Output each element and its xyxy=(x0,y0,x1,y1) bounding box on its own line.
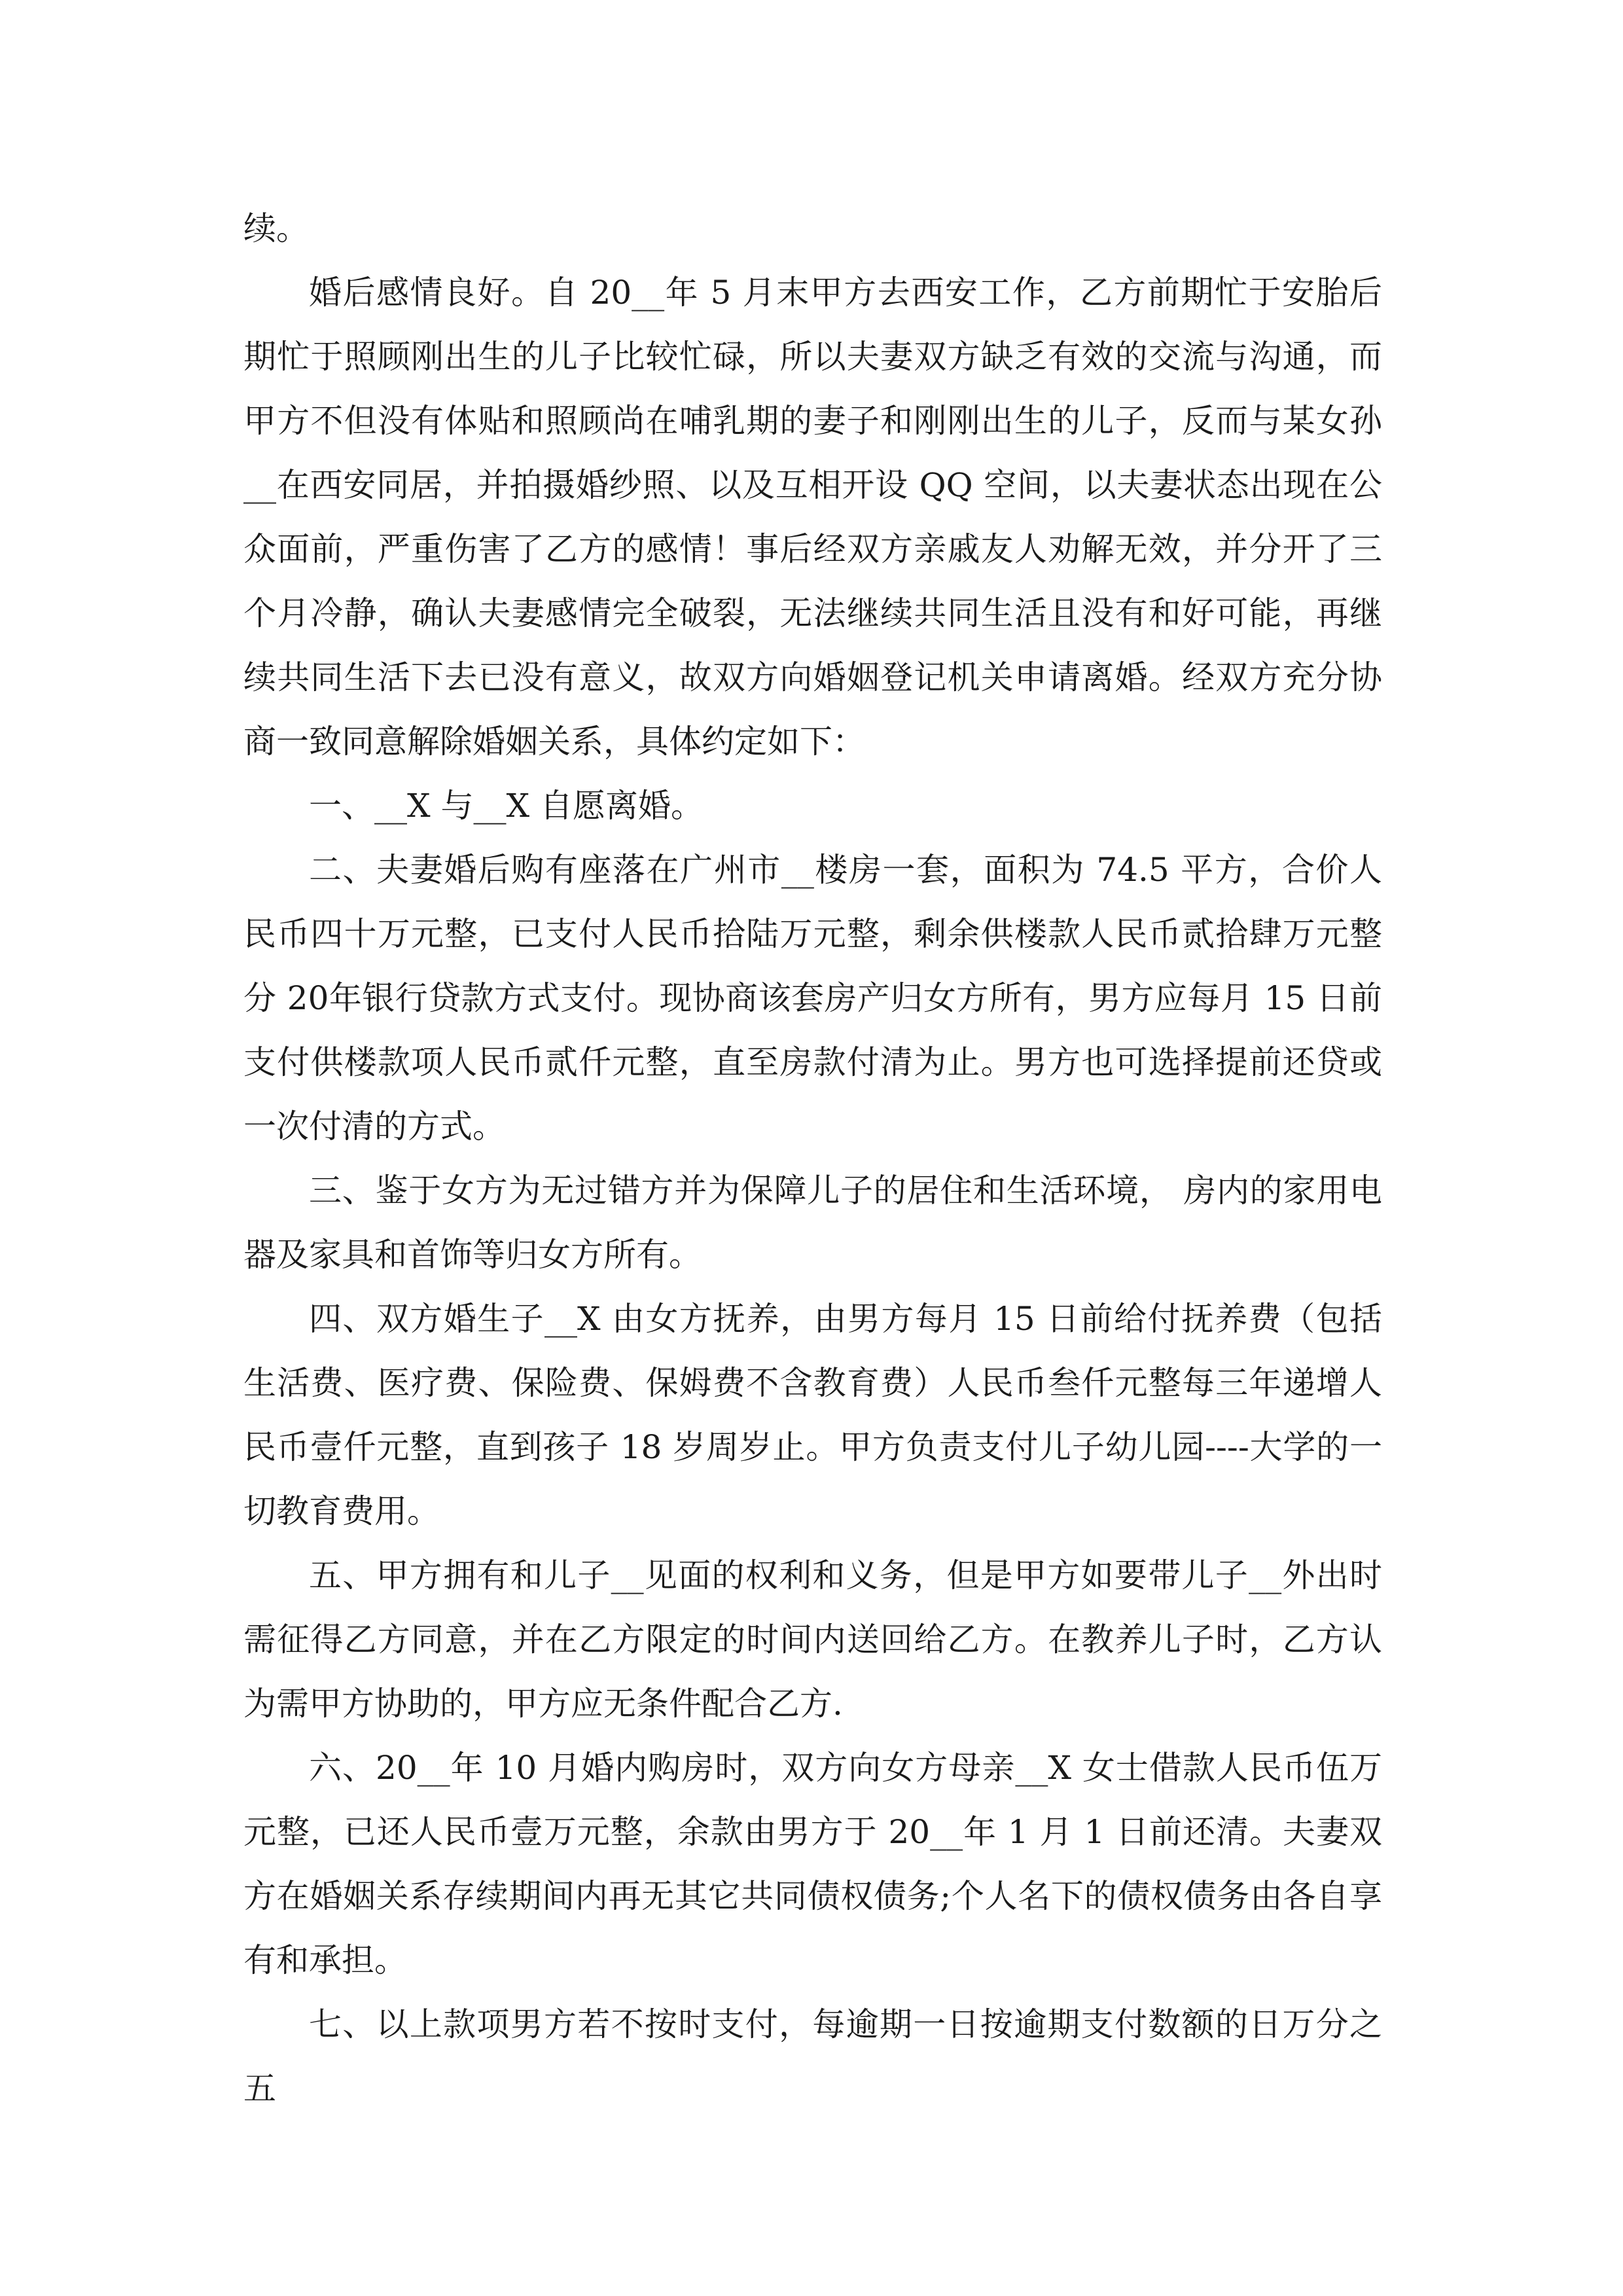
clause-6: 六、20__年 10 月婚内购房时，双方向女方母亲__X 女士借款人民币伍万元整，已还人民币壹万元整，余款由男方于 20__年 1 月 1 日前还清。夫妻双方在婚姻关系存续期间内再无其它共同债权债务;个人名下的债权债务由各自享有和承担。 xyxy=(243,1749,1382,1979)
clause-5: 五、甲方拥有和儿子__见面的权利和义务，但是甲方如要带儿子__外出时需征得乙方同意，并在乙方限定的时间内送回给乙方。在教养儿子时，乙方认为需甲方协助的，甲方应无条件配合乙方. xyxy=(243,1556,1382,1723)
paragraph-background: 婚后感情良好。自 20__年 5 月末甲方去西安工作，乙方前期忙于安胎后期忙于照顾刚出生的儿子比较忙碌，所以夫妻双方缺乏有效的交流与沟通，而甲方不但没有体贴和照顾尚在哺乳期的妻子和刚刚出生的儿子，反而与某女孙__在西安同居，并拍摄婚纱照、以及互相开设 QQ 空间，以夫妻状态出现在公众面前，严重伤害了乙方的感情！事后经双方亲戚友人劝解无效，并分开了三个月冷静，确认夫妻感情完全破裂，无法继续共同生活且没有和好可能，再继续共同生活下去已没有意义，故双方向婚姻登记机关申请离婚。经双方充分协商一致同意解除婚姻关系，具体约定如下： xyxy=(243,274,1382,761)
document-body xyxy=(243,196,1382,2121)
clause-3: 三、鉴于女方为无过错方并为保障儿子的居住和生活环境， 房内的家用电器及家具和首饰等归女方所有。 xyxy=(243,1172,1382,1274)
clause-2: 二、夫妻婚后购有座落在广州市__楼房一套，面积为 74.5 平方，合价人民币四十万元整，已支付人民币拾陆万元整，剩余供楼款人民币贰拾肆万元整分 20年银行贷款方式支付。现协商该套房产归女方所有，男方应每月 15 日前支付供楼款项人民币贰仟元整，直至房款付清为止。男方也可选择提前还贷或一次付清的方式。 xyxy=(243,851,1382,1145)
paragraph-continuation: 续。 xyxy=(243,209,309,247)
clause-7: 七、以上款项男方若不按时支付，每逾期一日按逾期支付数额的日万分之五 xyxy=(243,2005,1382,2108)
clause-4: 四、双方婚生子__X 由女方抚养，由男方每月 15 日前给付抚养费（包括生活费、医疗费、保险费、保姆费不含教育费）人民币叁仟元整每三年递增人民币壹仟元整，直到孩子 18 岁周岁止。甲方负责支付儿子幼儿园----大学的一切教育费用。 xyxy=(243,1300,1382,1530)
clause-1: 一、__X 与__X 自愿离婚。 xyxy=(309,787,704,825)
